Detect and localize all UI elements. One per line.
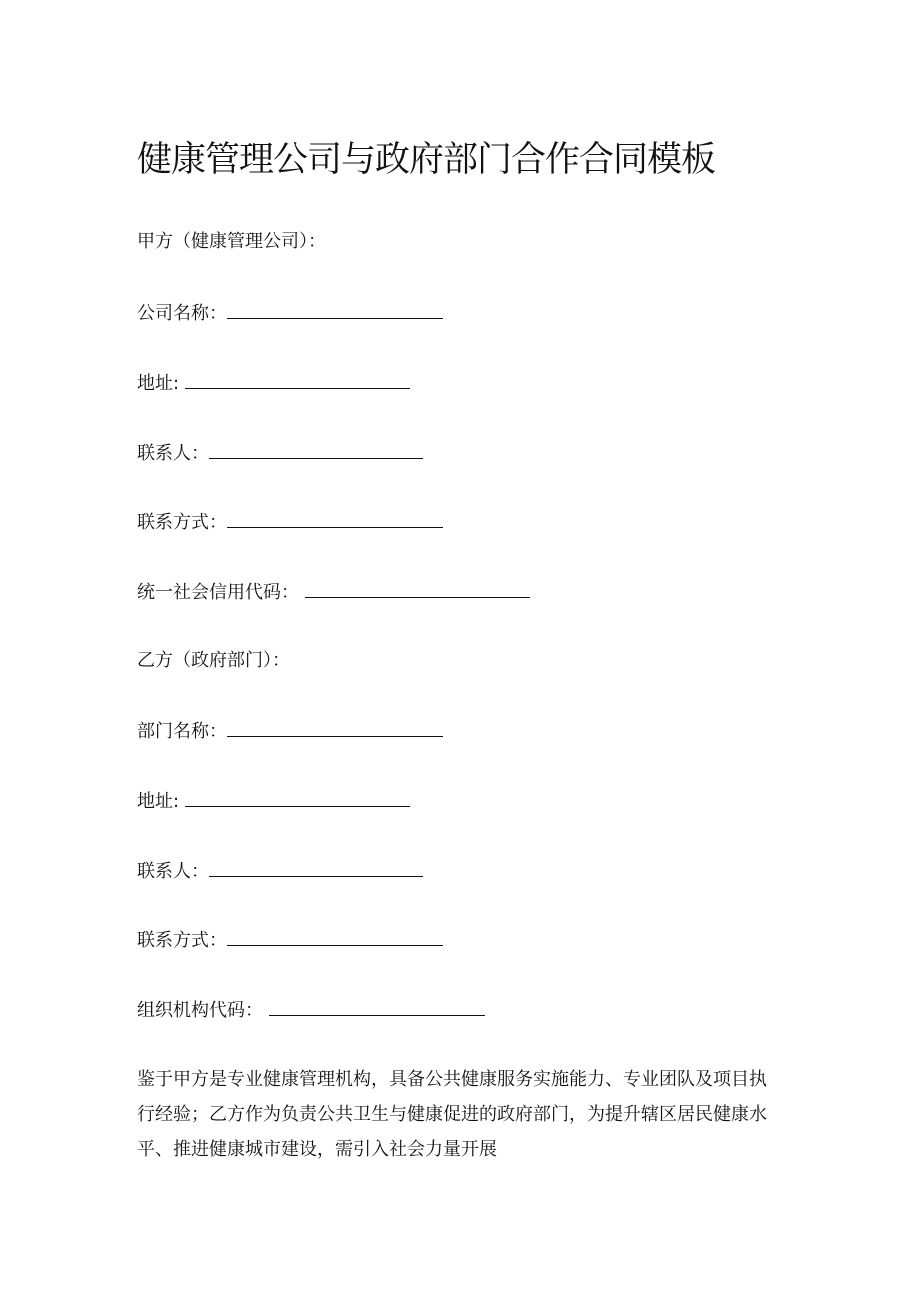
party-a-company-name-label: 公司名称： — [137, 303, 227, 324]
party-a-contact-method-field — [137, 509, 443, 535]
party-a-credit-code-field — [137, 579, 530, 605]
party-b-address-blank — [185, 788, 410, 807]
party-a-contact-blank — [209, 440, 423, 459]
party-a-credit-code-blank — [305, 579, 530, 598]
preamble-paragraph: 鉴于甲方是专业健康管理机构，具备公共健康服务实施能力、专业团队及项目执行经验；乙方作为负责公共卫生与健康促进的政府部门，为提升辖区居民健康水平、推进健康城市建设，需引入社会力量开展 — [137, 1069, 767, 1160]
party-b-org-code-blank — [269, 997, 485, 1016]
party-b-org-code-label: 组织机构代码： — [137, 1000, 263, 1021]
party-b-heading-text: 乙方（政府部门）： — [137, 650, 290, 671]
party-a-company-name-field — [137, 300, 443, 326]
party-b-contact-method-blank — [227, 927, 443, 946]
party-b-contact-field — [137, 858, 423, 884]
party-b-dept-name-label: 部门名称： — [137, 721, 227, 742]
party-b-contact-label: 联系人： — [137, 861, 209, 882]
party-a-heading — [137, 230, 326, 254]
party-a-heading-text: 甲方（健康管理公司）： — [137, 231, 326, 252]
party-b-contact-method-field — [137, 927, 443, 953]
party-b-heading — [137, 649, 290, 673]
party-b-contact-blank — [209, 858, 423, 877]
party-a-credit-code-label: 统一社会信用代码： — [137, 582, 299, 603]
party-b-contact-method-label: 联系方式： — [137, 930, 227, 951]
party-b-dept-name-field — [137, 718, 443, 744]
party-a-address-label: 地址: — [137, 373, 180, 394]
party-a-company-name-blank — [227, 300, 443, 319]
party-a-contact-label: 联系人： — [137, 443, 209, 464]
party-b-dept-name-blank — [227, 718, 443, 737]
party-a-contact-method-label: 联系方式： — [137, 512, 227, 533]
document-title: 健康管理公司与政府部门合作合同模板 — [137, 140, 716, 180]
party-a-contact-field — [137, 440, 423, 466]
party-a-address-field — [137, 370, 410, 396]
party-a-address-blank — [185, 370, 410, 389]
party-a-contact-method-blank — [227, 509, 443, 528]
party-b-address-label: 地址: — [137, 791, 180, 812]
party-b-address-field — [137, 788, 410, 814]
party-b-org-code-field — [137, 997, 485, 1023]
